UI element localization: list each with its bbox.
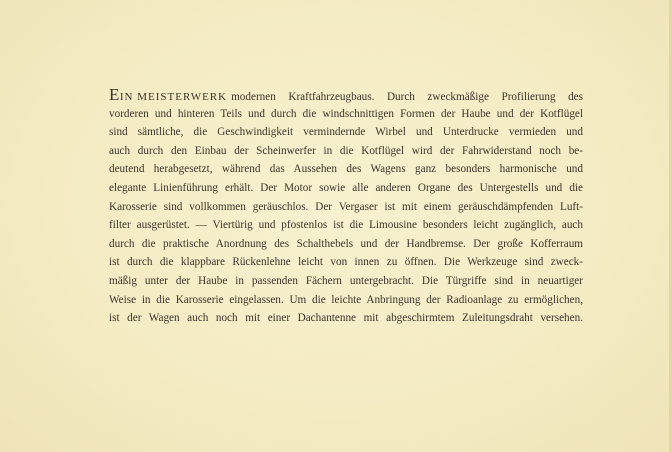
text-line: sind sämtliche, die Geschwindigkeit vermindernde Wirbel und Unterdrucke vermieden und [109, 126, 583, 139]
text-line-last: ist der Wagen auch noch mit einer Dachantenne mit abgeschirmtem Zuleitungsdraht versehen. [109, 312, 583, 325]
text-line: vorderen und hinteren Teils und durch die windschnittigen Formen der Haube und der Kotflügel [109, 107, 583, 120]
text-line: ist durch die klappbare Rückenlehne leicht von innen zu öffnen. Die Werkzeuge sind zweck- [109, 256, 583, 269]
text-line: filter ausgerüstet. — Viertürig und pfostenlos ist die Limousine besonders leicht zugänglich, auch [109, 219, 583, 232]
text-line: deutend herabgesetzt, während das Aussehen des Wagens ganz besonders harmonische und [109, 163, 583, 176]
text-line: elegante Linienführung erhält. Der Motor sowie alle anderen Organe des Untergestells und die [109, 181, 583, 194]
lead-in-small-caps: IN MEISTERWERK [119, 91, 228, 103]
text-line: Karosserie sind vollkommen geräuschlos. Der Vergaser ist mit einem geräuschdämpfenden Luft- [109, 200, 583, 213]
text-line: mäßig unter der Haube in passenden Fächern untergebracht. Die Türgriffe sind in neuartiger [109, 274, 583, 287]
text-line: auch durch den Einbau der Scheinwerfer in die Kotflügel wird der Fahrwiderstand noch be- [109, 144, 583, 157]
initial-letter: E [109, 85, 120, 104]
body-paragraph [109, 86, 583, 328]
text-line: durch die praktische Anordnung des Schalthebels und der Handbremse. Der große Kofferraum [109, 237, 583, 250]
text-line: Weise in die Karosserie eingelassen. Um die leichte Anbringung der Radioanlage zu ermöglichen, [109, 293, 583, 306]
paragraph-first-line [109, 86, 583, 105]
first-line-text: modernen Kraftfahrzeugbaus. Durch zweckmäßige Profilierung des [231, 91, 583, 103]
